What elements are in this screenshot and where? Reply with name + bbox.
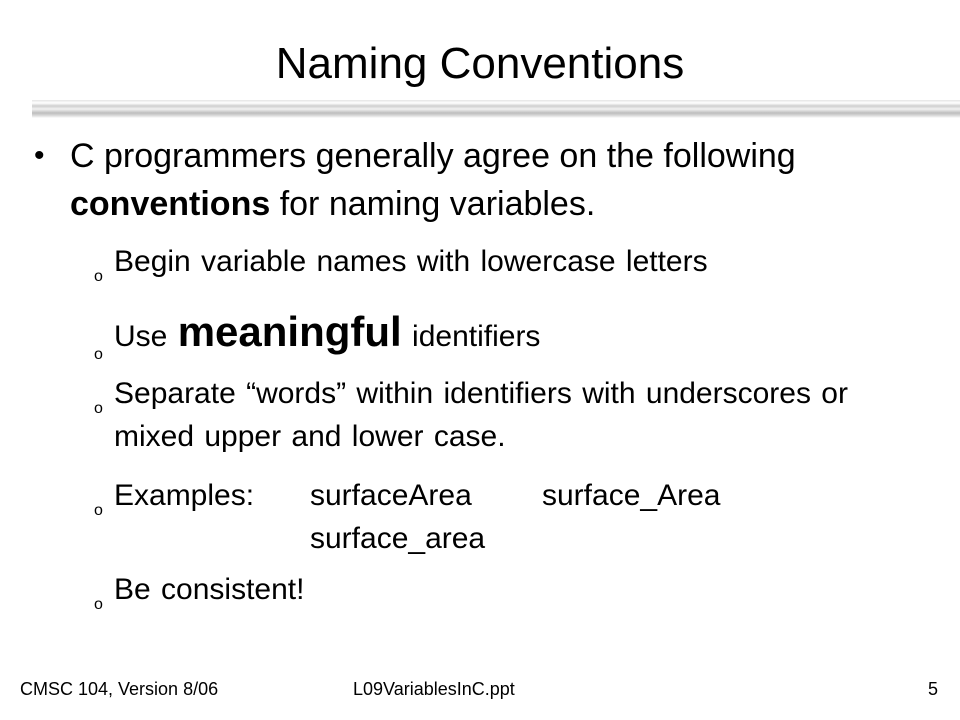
slide-title: Naming Conventions <box>275 39 685 88</box>
sub-item-text <box>114 474 934 560</box>
main-bullet <box>34 132 934 228</box>
meaningful-emphasis: meaningful <box>177 308 402 355</box>
sub-item-text: Be consistent! <box>114 573 305 606</box>
footer-filename: L09VariablesInC.ppt <box>353 679 515 699</box>
examples-label: Examples: <box>114 479 255 512</box>
example-mixed: surface_Area <box>542 479 721 512</box>
footer-page-number: 5 <box>928 679 939 699</box>
sub-bullet-marker: o <box>94 596 103 613</box>
title-divider <box>32 100 960 118</box>
example-camel-case: surfaceArea <box>310 479 472 512</box>
sub-bullet-marker: o <box>94 346 103 363</box>
bullet-marker: • <box>34 139 45 172</box>
example-underscore: surface_area <box>310 522 486 555</box>
main-bullet-text: C programmers generally agree on the following conventions for naming variables. <box>70 137 796 223</box>
conventions-emphasis: conventions <box>70 185 271 223</box>
footer-course: CMSC 104, Version 8/06 <box>20 679 219 699</box>
sub-bullet-marker: o <box>94 502 103 519</box>
sub-item-text: Begin variable names with lowercase letters <box>114 245 708 278</box>
sub-item-separate <box>94 372 934 458</box>
sub-item-begin <box>94 240 934 283</box>
sub-item-text: Use meaningful identifiers <box>114 308 541 355</box>
sub-bullet-marker: o <box>94 268 103 285</box>
sub-bullet-marker: o <box>94 400 103 417</box>
sub-item-consistent <box>94 568 934 611</box>
sub-item-text: Separate “words” within identifiers with underscores or mixed upper and lower case. <box>114 377 848 453</box>
sub-item-examples <box>94 474 934 560</box>
sub-item-meaningful <box>94 308 934 363</box>
